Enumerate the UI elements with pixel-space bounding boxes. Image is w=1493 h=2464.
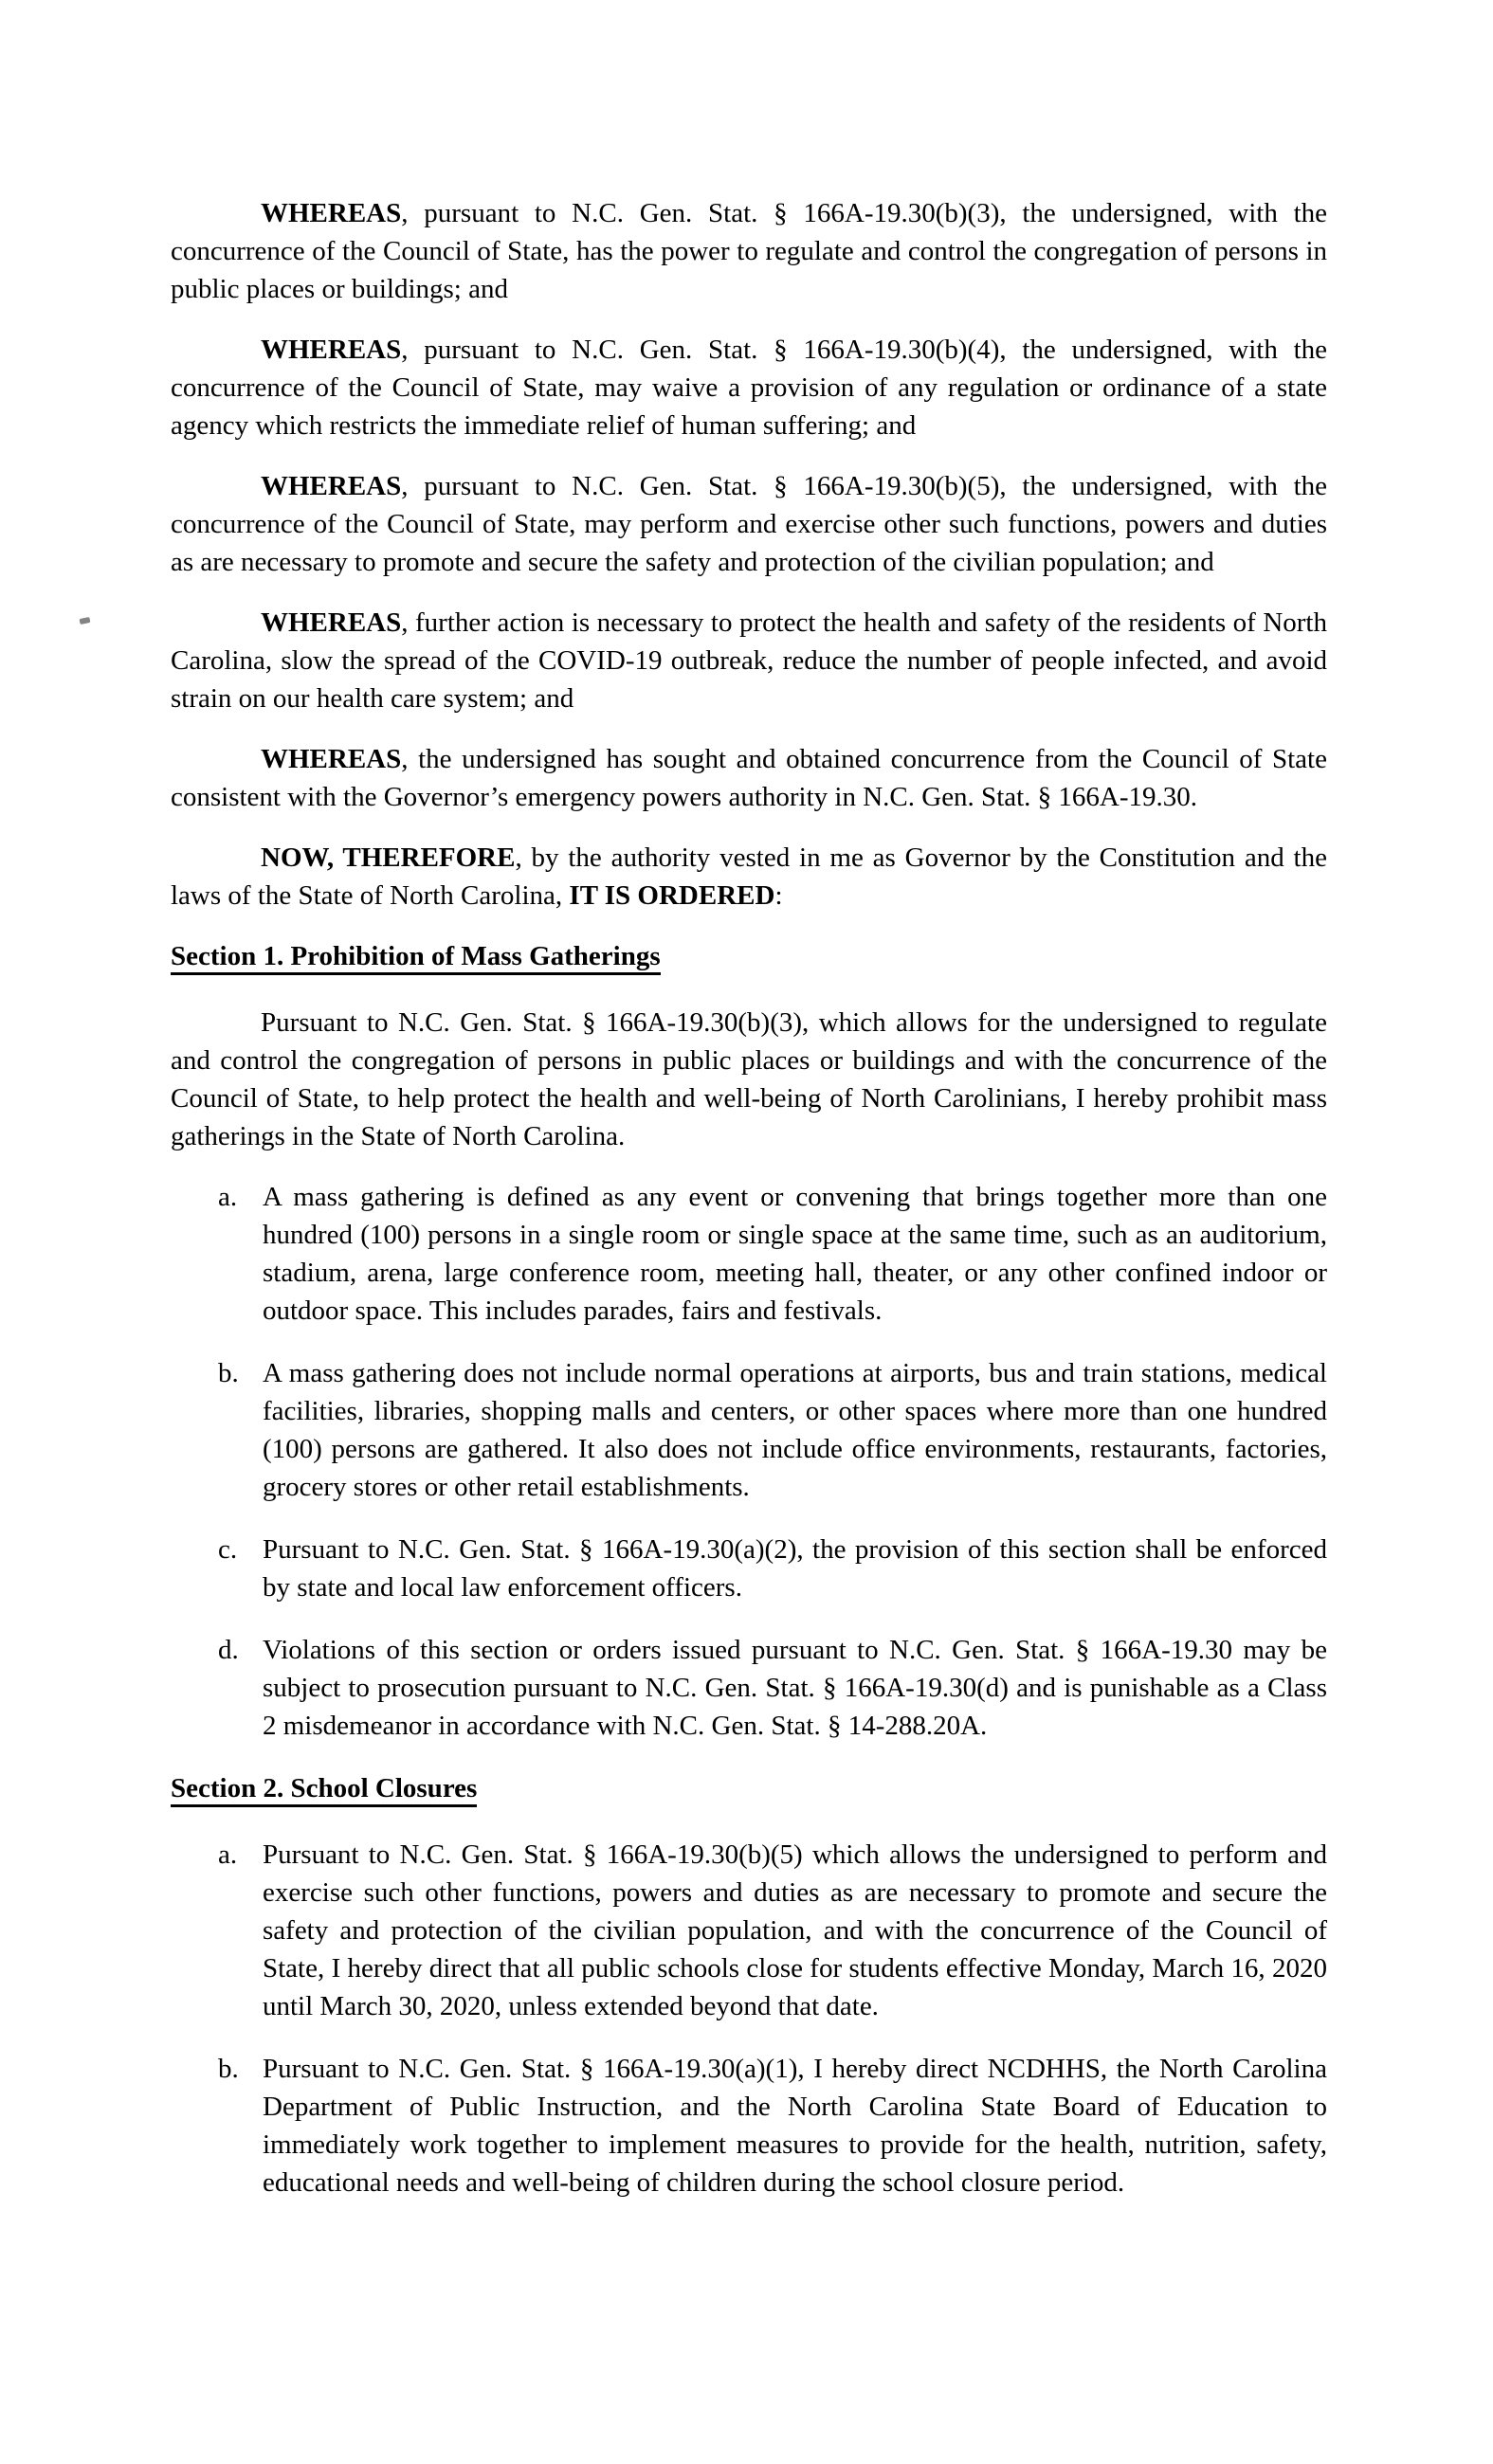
paragraph-text: , pursuant to N.C. Gen. Stat. § 166A-19.30(b)(5), the undersigned, with the concurrence of the Council of State, may perform and exercise other such functions, powers and duties as are necessary to promote and secure the safety and protection of the civilian population; and [171,471,1327,577]
section-heading [171,937,1327,975]
list-item-marker: a. [218,1839,238,1870]
section-heading-text: Section 1. Prohibition of Mass Gatherings [171,941,661,975]
list-item [171,1836,1327,2025]
paragraph-bold-text: WHEREAS [261,198,402,228]
paragraph-bold-text: WHEREAS [261,744,402,774]
list-item-text: A mass gathering does not include normal operations at airports, bus and train stations, medical facilities, libraries, shopping malls and centers, or other spaces where more than one hundred (100) persons are gathered. It also does not include office environments, restaurants, factories, grocery stores or other retail establishments. [263,1358,1327,1502]
lettered-list [171,1178,1327,1745]
list-item [171,1354,1327,1506]
list-item-text: Violations of this section or orders issued pursuant to N.C. Gen. Stat. § 166A-19.30 may be subject to prosecution pursuant to N.C. Gen. Stat. § 166A-19.30(d) and is punishable as a Class 2 misdemeanor in accordance with N.C. Gen. Stat. § 14-288.20A. [263,1635,1327,1741]
paragraph-text: , pursuant to N.C. Gen. Stat. § 166A-19.30(b)(4), the undersigned, with the concurrence of the Council of State, may waive a provision of any regulation or ordinance of a state agency which restricts the immediate relief of human suffering; and [171,335,1327,441]
paragraph-bold-text: IT IS ORDERED [569,880,775,911]
list-item-marker: d. [218,1635,239,1665]
paragraph-text: , the undersigned has sought and obtained concurrence from the Council of State consistent with the Governor’s emergency powers authority in N.C. Gen. Stat. § 166A-19.30. [171,744,1327,812]
paragraph [171,331,1327,444]
paragraph-bold-text: NOW, THEREFORE [261,842,516,873]
paragraph-text: , pursuant to N.C. Gen. Stat. § 166A-19.30(b)(3), the undersigned, with the concurrence of the Council of State, has the power to regulate and control the congregation of persons in public places or buildings; and [171,198,1327,304]
paragraph [171,839,1327,915]
section-heading-text: Section 2. School Closures [171,1773,477,1807]
list-item [171,2050,1327,2201]
document-content [171,194,1327,2226]
list-item-marker: c. [218,1534,238,1565]
paragraph-text: , by the authority vested in me as Governor by the Constitution and the laws of the State of North Carolina, [171,842,1327,911]
paragraph [171,604,1327,717]
list-item-marker: a. [218,1182,238,1212]
section-heading [171,1769,1327,1807]
paragraph [171,740,1327,816]
paragraph-text: : [774,880,783,911]
list-item-marker: b. [218,1358,239,1388]
paragraph-text: , further action is necessary to protect the health and safety of the residents of North Carolina, slow the spread of the COVID-19 outbreak, reduce the number of people infected, and avoid strain on our health care system; and [171,607,1327,714]
list-item-text: Pursuant to N.C. Gen. Stat. § 166A-19.30(a)(2), the provision of this section shall be enforced by state and local law enforcement officers. [263,1534,1327,1603]
list-item [171,1531,1327,1606]
list-item [171,1631,1327,1745]
list-item-text: A mass gathering is defined as any event or convening that brings together more than one hundred (100) persons in a single room or single space at the same time, such as an auditorium, stadium, arena, large conference room, meeting hall, theater, or any other confined indoor or outdoor space. This includes parades, fairs and festivals. [263,1182,1327,1326]
paragraph-bold-text: WHEREAS [261,607,402,638]
paragraph-bold-text: WHEREAS [261,335,402,365]
paragraph [171,467,1327,581]
list-item [171,1178,1327,1330]
list-item-text: Pursuant to N.C. Gen. Stat. § 166A-19.30(b)(5) which allows the undersigned to perform and exercise such other functions, powers and duties as are necessary to promote and secure the safety and protection of the civilian population, and with the concurrence of the Council of State, I hereby direct that all public schools close for students effective Monday, March 16, 2020 until March 30, 2020, unless extended beyond that date. [263,1839,1327,2021]
list-item-text: Pursuant to N.C. Gen. Stat. § 166A-19.30(a)(1), I hereby direct NCDHHS, the North Carolina Department of Public Instruction, and the North Carolina State Board of Education to immediately work together to implement measures to provide for the health, nutrition, safety, educational needs and well-being of children during the school closure period. [263,2054,1327,2198]
paragraph [171,1004,1327,1155]
paragraph [171,194,1327,308]
scan-artifact [79,617,90,625]
paragraph-bold-text: WHEREAS [261,471,402,501]
list-item-marker: b. [218,2054,239,2084]
lettered-list [171,1836,1327,2201]
paragraph-text: Pursuant to N.C. Gen. Stat. § 166A-19.30(b)(3), which allows for the undersigned to regulate and control the congregation of persons in public places or buildings and with the concurrence of the Council of State, to help protect the health and well-being of North Carolinians, I hereby prohibit mass gatherings in the State of North Carolina. [171,1007,1327,1151]
